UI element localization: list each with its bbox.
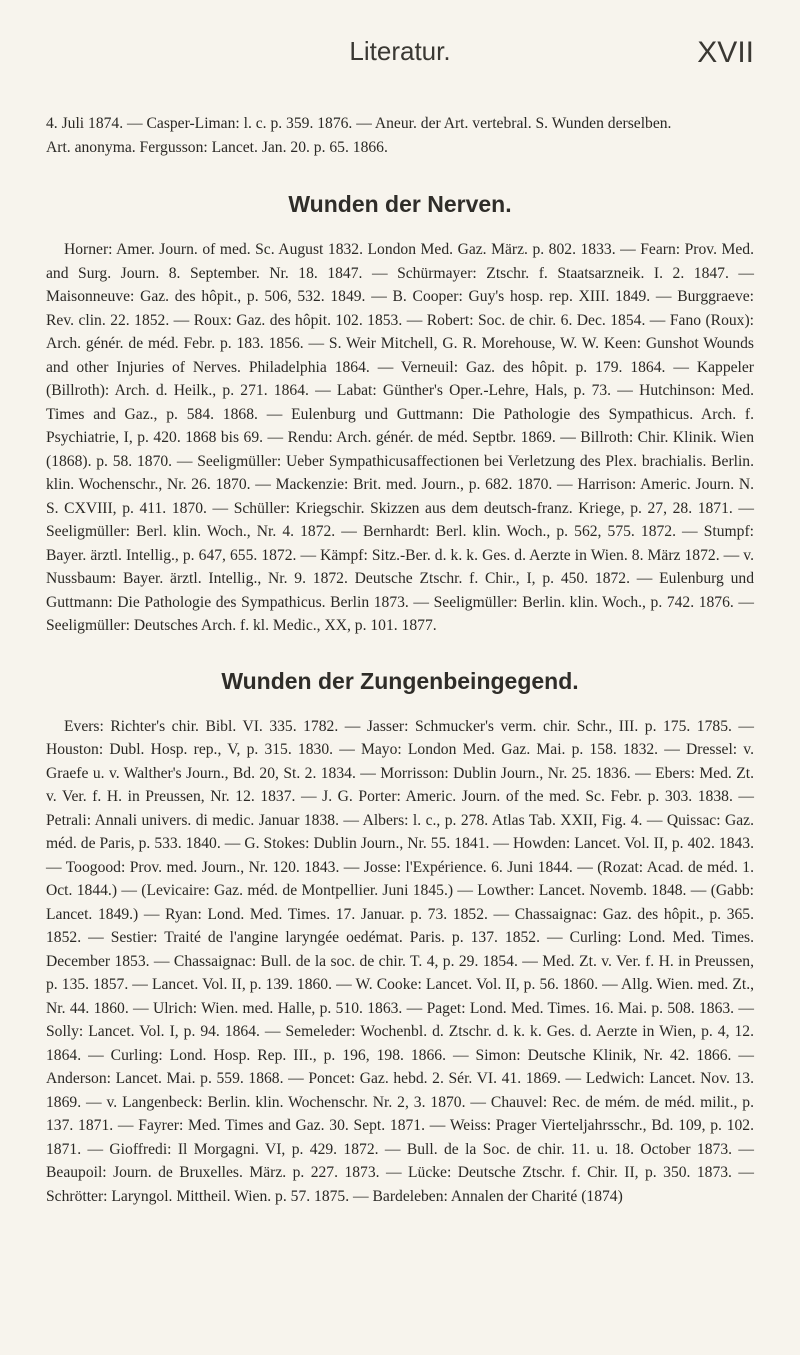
running-head bbox=[46, 36, 754, 76]
section-text-nerven: Horner: Amer. Journ. of med. Sc. August 1832. London Med. Gaz. März. p. 802. 1833. — Fearn: Prov. Med. and Surg. Journ. 8. September. Nr. 18. 1847. — Schürmayer: Ztschr. f. Staatsarzneik. I. 2. 1847. — Maisonneuve: Gaz. des hôpit., p. 506, 532. 1849. — B. Cooper: Guy's hosp. rep. XIII. 1849. — Burggraeve: Rev. clin. 22. 1852. — Roux: Gaz. des hôpit. 102. 1853. — Robert: Soc. de chir. 6. Dec. 1854. — Fano (Roux): Arch. génér. de méd. Febr. p. 183. 1856. — S. Weir Mitchell, G. R. Morehouse, W. W. Keen: Gunshot Wounds and other Injuries of Nerves. Philadelphia 1864. — Verneuil: Gaz. des hôpit. p. 179. 1864. — Kappeler (Billroth): Arch. d. Heilk., p. 271. 1864. — Labat: Günther's Oper.-Lehre, Hals, p. 73. — Hutchinson: Med. Times and Gaz., p. 584. 1868. — Eulenburg und Guttmann: Die Pathologie des Sympathicus. Arch. f. Psychiatrie, I, p. 420. 1868 bis 69. — Rendu: Arch. génér. de méd. Septbr. 1869. — Billroth: Chir. Klinik. Wien (1868). p. 58. 1870. — Seeligmüller: Ueber Sympathicusaffectionen bei Verletzung des Plex. brachialis. Berlin. klin. Wochenschr., Nr. 26. 1870. — Mackenzie: Brit. med. Journ., p. 682. 1870. — Harrison: Americ. Journ. N. S. CXVIII, p. 411. 1870. — Schüller: Kriegschir. Skizzen aus dem deutsch-franz. Kriege, p. 27, 28. 1871. — Seeligmüller: Berl. klin. Woch., Nr. 4. 1872. — Bernhardt: Berl. klin. Woch., p. 562, 575. 1872. — Stumpf: Bayer. ärztl. Intellig., p. 647, 655. 1872. — Kämpf: Sitz.-Ber. d. k. k. Ges. d. Aerzte in Wien. 8. März 1872. — v. Nussbaum: Bayer. ärztl. Intellig., Nr. 9. 1872. Deutsche Ztschr. f. Chir., I, p. 450. 1872. — Eulenburg und Guttmann: Die Pathologie des Sympathicus. Berlin 1873. — Seeligmüller: Berlin. klin. Woch., p. 742. 1876. — Seeligmüller: Deutsches Arch. f. kl. Medic., XX, p. 101. 1877. bbox=[46, 241, 754, 634]
intro-line-2: Art. anonyma. Fergusson: Lancet. Jan. 20. p. 65. 1866. bbox=[46, 138, 388, 156]
section-text-zungenbeingegend: Evers: Richter's chir. Bibl. VI. 335. 1782. — Jasser: Schmucker's verm. chir. Schr., III. p. 175. 1785. — Houston: Dubl. Hosp. rep., V, p. 315. 1830. — Mayo: London Med. Gaz. Mai. p. 158. 1832. — Dressel: v. Graefe u. v. Walther's Journ., Bd. 20, St. 2. 1834. — Morrisson: Dublin Journ., Nr. 25. 1836. — Ebers: Med. Zt. v. Ver. f. H. in Preussen, Nr. 12. 1837. — J. G. Porter: Americ. Journ. of the med. Sc. Febr. p. 303. 1838. — Petrali: Annali univers. di medic. Januar 1838. — Albers: l. c., p. 278. Atlas Tab. XXII, Fig. 4. — Quissac: Gaz. méd. de Paris, p. 533. 1840. — G. Stokes: Dublin Journ., Nr. 55. 1841. — Howden: Lancet. Vol. II, p. 402. 1843. — Toogood: Prov. med. Journ., Nr. 120. 1843. — Josse: l'Expérience. 6. Juni 1844. — (Rozat: Acad. de méd. 1. Oct. 1844.) — (Levicaire: Gaz. méd. de Montpellier. Juni 1845.) — Lowther: Lancet. Novemb. 1848. — (Gabb: Lancet. 1849.) — Ryan: Lond. Med. Times. 17. Januar. p. 73. 1852. — Chassaignac: Gaz. des hôpit., p. 365. 1852. — Sestier: Traité de l'angine laryngée oedémat. Paris. p. 137. 1852. — Curling: Lond. Med. Times. December 1853. — Chassaignac: Bull. de la soc. de chir. T. 4, p. 29. 1854. — Med. Zt. v. Ver. f. H. in Preussen, p. 135. 1857. — Lancet. Vol. II, p. 139. 1860. — W. Cooke: Lancet. Vol. II, p. 56. 1860. — Allg. Wien. med. Zt., Nr. 44. 1860. — Ulrich: Wien. med. Halle, p. 510. 1863. — Paget: Lond. Med. Times. 16. Mai. p. 508. 1863. — Solly: Lancet. Vol. I, p. 94. 1864. — Semeleder: Wochenbl. d. Ztschr. d. k. k. Ges. d. Aerzte in Wien, p. 4, 12. 1864. — Curling: Lond. Hosp. Rep. III., p. 196, 198. 1866. — Simon: Deutsche Klinik, Nr. 42. 1866. — Anderson: Lancet. Mai. p. 559. 1868. — Poncet: Gaz. hebd. 2. Sér. VI. 41. 1869. — Ledwich: Lancet. Nov. 13. 1869. — v. Langenbeck: Berlin. klin. Wochenschr. Nr. 2, 3. 1870. — Chauvel: Rec. de mém. de méd. milit., p. 137. 1871. — Fayrer: Med. Times and Gaz. 30. Sept. 1871. — Weiss: Prager Vierteljahrsschr., Bd. 109, p. 102. 1871. — Gioffredi: Il Morgagni. VI, p. 429. 1872. — Bull. de la Soc. de chir. 11. u. 18. October 1873. — Beaupoil: Journ. de Bruxelles. März. p. 227. 1873. — Lücke: Deutsche Ztschr. f. Chir. II, p. 350. 1873. — Schrötter: Laryngol. Mittheil. Wien. p. 57. 1875. — Bardeleben: Annalen der Charité (1874) bbox=[46, 717, 754, 1205]
intro-block bbox=[46, 112, 754, 159]
section-heading-zungenbeingegend: Wunden der Zungenbeingegend. bbox=[221, 667, 579, 694]
section-heading-nerven: Wunden der Nerven. bbox=[288, 191, 512, 217]
page-number: XVII bbox=[697, 36, 754, 69]
running-title: Literatur. bbox=[349, 36, 451, 66]
intro-line-1: 4. Juli 1874. — Casper-Liman: l. c. p. 359. 1876. — Aneur. der Art. vertebral. S. Wunden derselben. bbox=[46, 115, 672, 132]
